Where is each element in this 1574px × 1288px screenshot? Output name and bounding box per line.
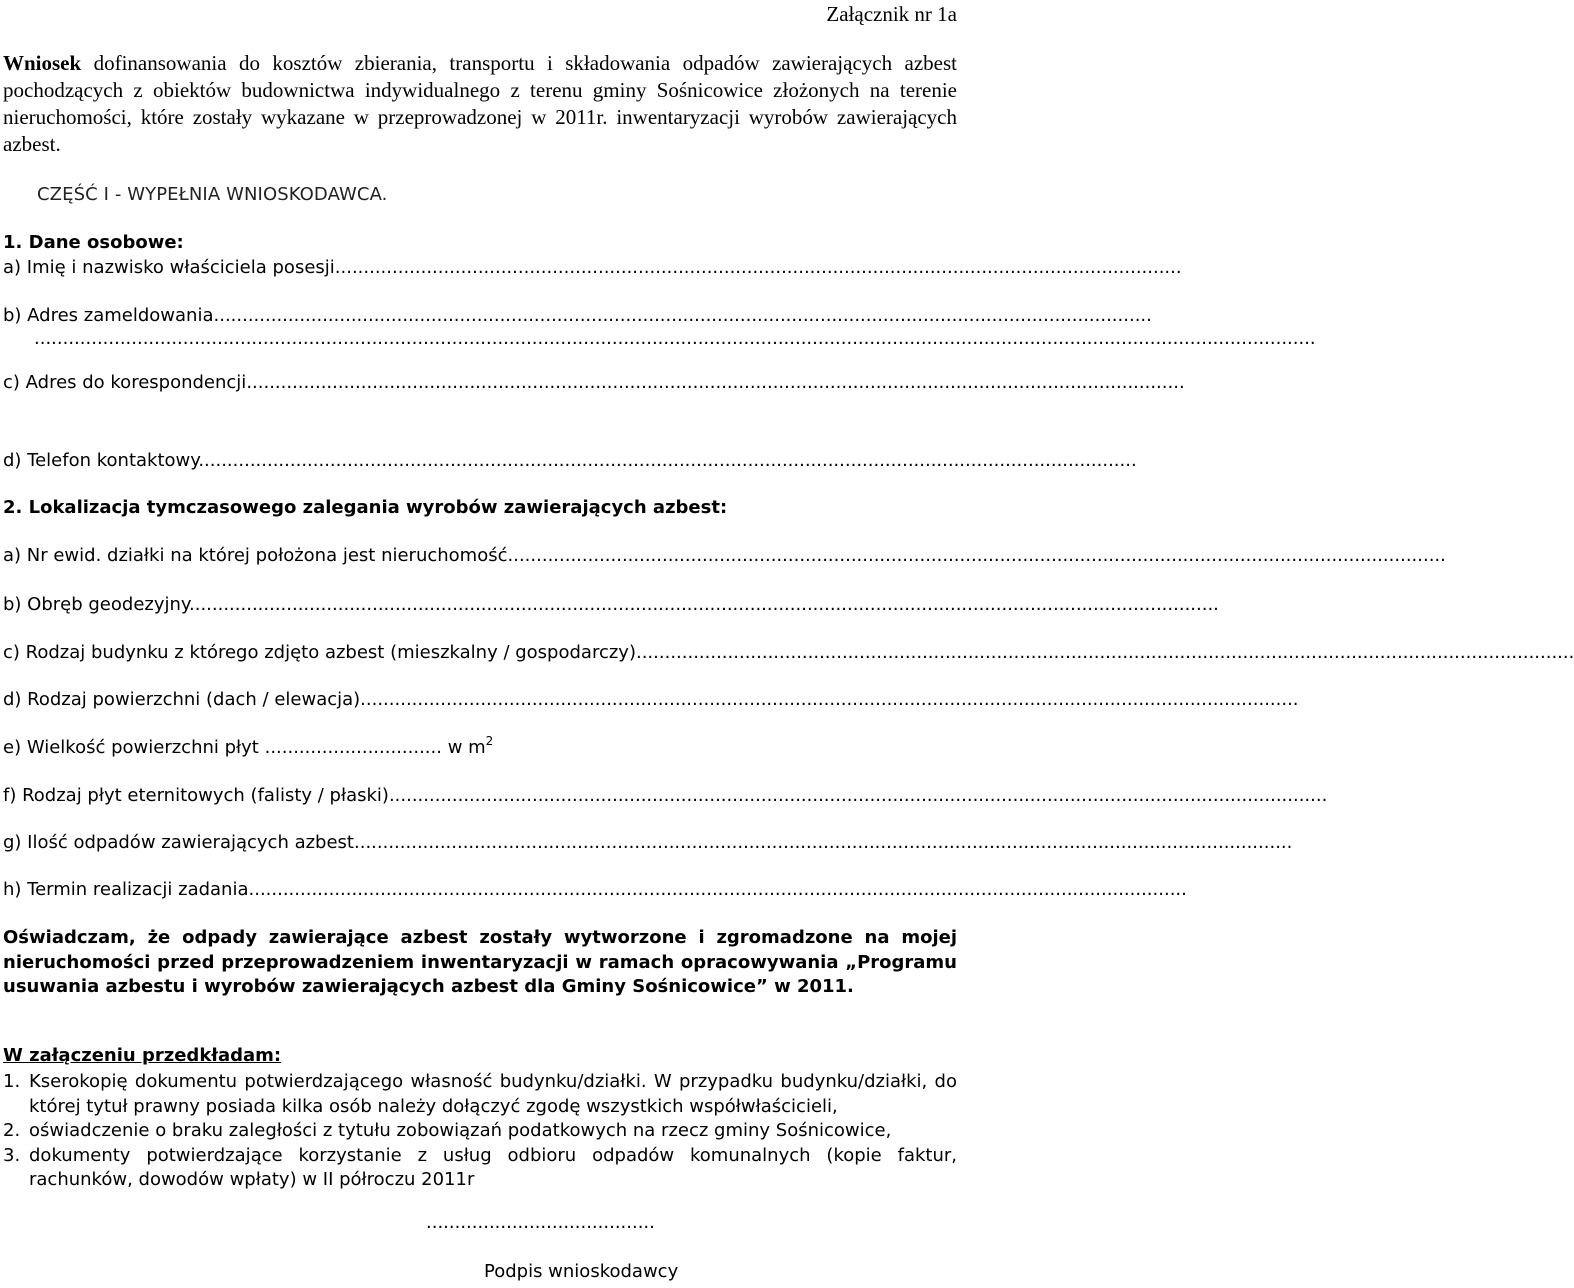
phone-label: d) Telefon kontaktowy: [3, 450, 199, 471]
fill-dots: ....................................................................................................................................................................: [388, 785, 1328, 806]
title-text: dofinansowania do kosztów zbierania, transportu i składowania odpadów zawierających azbest pochodzących z obiektów budownictwa indywidualnego z terenu gminy Sośnicowice złożonych na terenie nieruchomości, które zostały wykazane w przeprowadzonej w 2011r. inwentaryzacji wyrobów zawierających azbest.: [3, 51, 957, 156]
fill-dots: ....................................................................................................................................................................: [507, 545, 1446, 566]
correspondence-address-field[interactable]: [3, 372, 1185, 393]
fill-dots: ....................................................................................................................................................................................: [189, 594, 1219, 615]
registered-address-field[interactable]: [3, 305, 1152, 326]
title-lead-word: Wniosek: [3, 51, 82, 75]
fill-dots: ....................................................................................................................................................................: [213, 305, 1152, 326]
fill-dots: ....................................................................................................................................................................: [354, 832, 1293, 853]
phone-field[interactable]: [3, 450, 1137, 471]
registered-address-label: b) Adres zameldowania: [3, 305, 214, 326]
plate-type-label: f) Rodzaj płyt eternitowych (falisty / płaski): [3, 785, 389, 806]
area-unit-exponent: 2: [485, 734, 494, 748]
registered-address-continuation[interactable]: [34, 328, 1316, 349]
item-text: dokumenty potwierdzające korzystanie z usług odbioru odpadów komunalnych (kopie faktur, rachunków, dowodów wpłaty) w II półroczu 2011r: [29, 1144, 957, 1190]
item-number: 1.: [3, 1071, 21, 1092]
fill-dots: ....................................................................................................................................................: [334, 257, 1182, 278]
plot-number-label: a) Nr ewid. działki na której położona jest nieruchomość: [3, 545, 508, 566]
plate-type-field[interactable]: [3, 785, 1328, 806]
item-text: oświadczenie o braku zaległości z tytułu zobowiązań podatkowych na rzecz gminy Sośnicowice,: [29, 1120, 892, 1141]
item-number: 3.: [3, 1144, 21, 1166]
fill-dots: ....................................................................................................................................................................: [198, 450, 1137, 471]
fill-dots: ....................................................................................................................................................................: [248, 879, 1187, 900]
fill-dots: ....................................................................................................................................................................: [635, 642, 1574, 663]
list-item: [3, 1070, 957, 1119]
precinct-label: b) Obręb geodezyjny: [3, 594, 189, 615]
building-type-field[interactable]: [3, 642, 1574, 663]
attachment-number: Załącznik nr 1a: [826, 2, 957, 26]
panel-area-field[interactable]: [3, 734, 494, 758]
personal-data-heading: 1. Dane osobowe:: [3, 232, 184, 253]
surface-type-field[interactable]: [3, 689, 1299, 710]
fill-dots: ....................................................................................................................................................................: [246, 372, 1185, 393]
part-heading: CZĘŚĆ I - WYPEŁNIA WNIOSKODAWCA.: [37, 184, 388, 205]
waste-amount-field[interactable]: [3, 832, 1293, 853]
signature-line[interactable]: ........................................: [426, 1212, 655, 1233]
fill-dots: ...............................: [264, 737, 442, 758]
signature-label: Podpis wnioskodawcy: [484, 1261, 679, 1282]
precinct-field[interactable]: [3, 594, 1219, 615]
list-item: [3, 1119, 957, 1144]
attachments-heading: W załączeniu przedkładam:: [3, 1045, 282, 1066]
surface-type-label: d) Rodzaj powierzchni (dach / elewacja): [3, 689, 361, 710]
declaration-statement: Oświadczam, że odpady zawierające azbest zostały wytworzone i zgromadzone na mojej nieruchomości przed przeprowadzeniem inwentaryzacji w ramach opracowywania „Programu usuwania azbestu i wyrobów zawierających azbest dla Gminy Sośnicowice” w 2011.: [3, 927, 957, 997]
item-text: Kserokopię dokumentu potwierdzającego własność budynku/działki. W przypadku budynku/działki, do której tytuł prawny posiada kilka osób należy dołączyć zgodę wszystkich współwłaścicieli,: [29, 1071, 957, 1117]
fill-dots: ................................................................................................................................................................................................................................: [34, 328, 1316, 349]
item-number: 2.: [3, 1120, 21, 1141]
building-type-label: c) Rodzaj budynku z którego zdjęto azbest (mieszkalny / gospodarczy): [3, 642, 636, 663]
plot-number-field[interactable]: [3, 545, 1446, 566]
fill-dots: ....................................................................................................................................................................: [360, 689, 1299, 710]
area-unit: w m: [441, 737, 486, 758]
owner-name-label: a) Imię i nazwisko właściciela posesji: [3, 257, 335, 278]
attachments-list: [3, 1070, 957, 1193]
document-title: [3, 50, 957, 158]
location-heading: 2. Lokalizacja tymczasowego zalegania wyrobów zawierających azbest:: [3, 497, 728, 518]
owner-name-field[interactable]: [3, 257, 1182, 278]
panel-area-label: e) Wielkość powierzchni płyt: [3, 737, 265, 758]
correspondence-address-label: c) Adres do korespondencji: [3, 372, 247, 393]
list-item: [3, 1144, 957, 1193]
deadline-field[interactable]: [3, 879, 1187, 900]
deadline-label: h) Termin realizacji zadania: [3, 879, 249, 900]
waste-amount-label: g) Ilość odpadów zawierających azbest: [3, 832, 354, 853]
